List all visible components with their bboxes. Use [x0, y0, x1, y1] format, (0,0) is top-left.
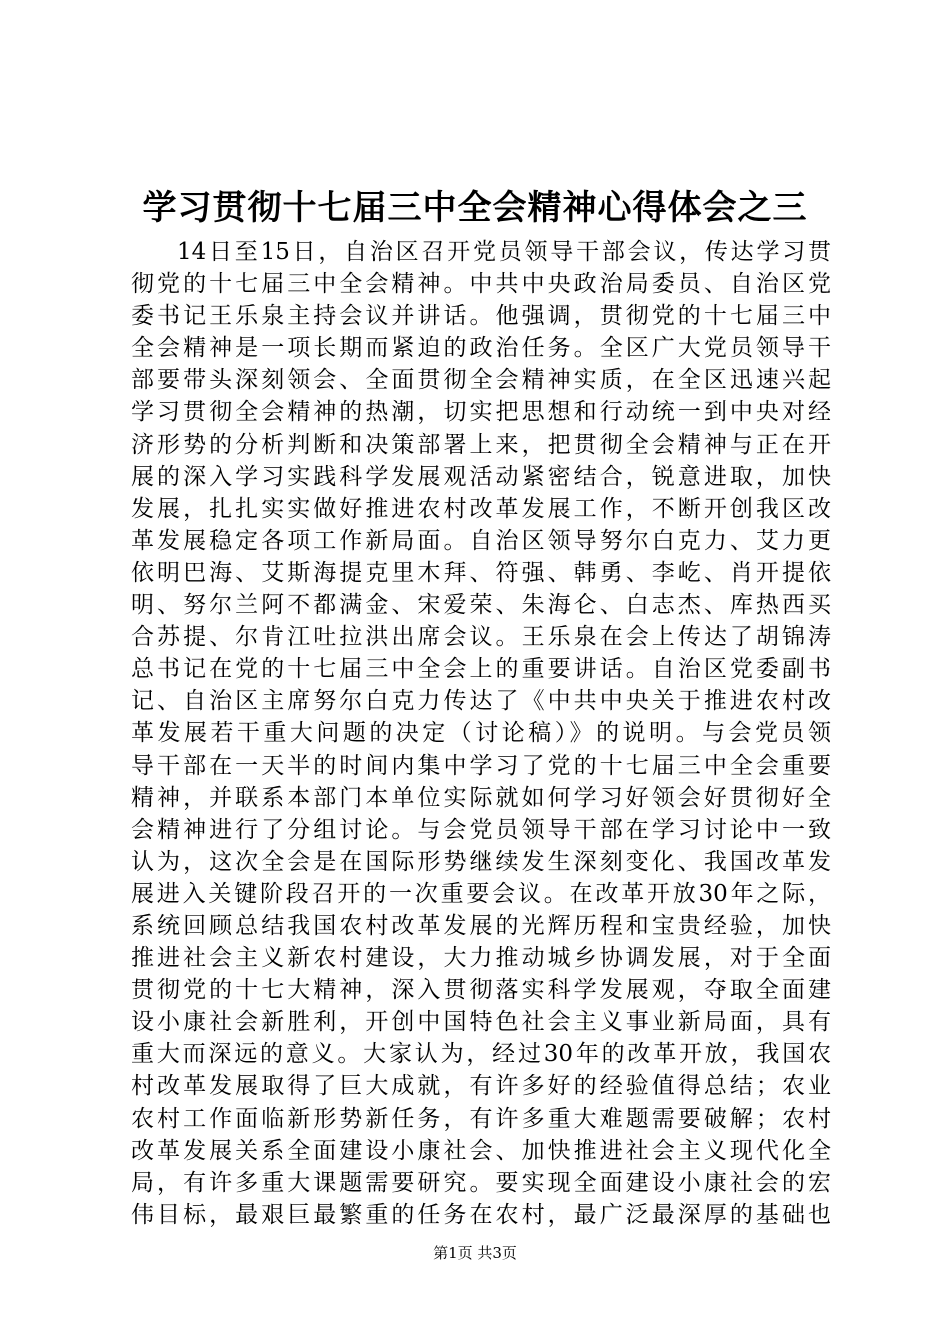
- body-text-line: 记、自治区主席努尔白克力传达了《中共中央关于推进农村改: [131, 688, 831, 715]
- body-text-line: 农村工作面临新形势新任务，有许多重大难题需要破解；农村: [131, 1105, 831, 1132]
- body-text-line: 彻党的十七届三中全会精神。中共中央政治局委员、自治区党: [131, 271, 831, 298]
- body-text-line: 委书记王乐泉主持会议并讲话。他强调，贯彻党的十七届三中: [131, 303, 831, 330]
- body-text-line: 明、努尔兰阿不都满金、宋爱荣、朱海仑、白志杰、库热西买: [131, 592, 831, 619]
- body-text-line: 展的深入学习实践科学发展观活动紧密结合，锐意进取，加快: [131, 463, 831, 490]
- body-text-line: 重大而深远的意义。大家认为，经过30年的改革开放，我国农: [131, 1041, 831, 1068]
- body-text-line: 系统回顾总结我国农村改革发展的光辉历程和宝贵经验，加快: [131, 912, 831, 939]
- body-text-line: 精神，并联系本部门本单位实际就如何学习好领会好贯彻好全: [131, 784, 831, 811]
- body-text-line: 村改革发展取得了巨大成就，有许多好的经验值得总结；农业: [131, 1073, 831, 1100]
- body-text-line: 革发展若干重大问题的决定（讨论稿）》的说明。与会党员领: [131, 720, 831, 747]
- page-footer: 第1页 共3页: [433, 1244, 517, 1262]
- document-title: 学习贯彻十七届三中全会精神心得体会之三: [142, 188, 808, 228]
- document-body: [131, 236, 831, 1231]
- body-text-line: 改革发展关系全面建设小康社会、加快推进社会主义现代化全: [131, 1137, 831, 1164]
- body-text-line: 合苏提、尔肯江吐拉洪出席会议。王乐泉在会上传达了胡锦涛: [131, 624, 831, 651]
- body-text-line: 导干部在一天半的时间内集中学习了党的十七届三中全会重要: [131, 752, 831, 779]
- body-text-line: 革发展稳定各项工作新局面。自治区领导努尔白克力、艾力更: [131, 527, 831, 554]
- body-text-line: 全会精神是一项长期而紧迫的政治任务。全区广大党员领导干: [131, 335, 831, 362]
- body-text-line: 会精神进行了分组讨论。与会党员领导干部在学习讨论中一致: [131, 816, 831, 843]
- body-text-line: 学习贯彻全会精神的热潮，切实把思想和行动统一到中央对经: [131, 399, 831, 426]
- body-text-line: 贯彻党的十七大精神，深入贯彻落实科学发展观，夺取全面建: [131, 977, 831, 1004]
- body-text-line: 部要带头深刻领会、全面贯彻全会精神实质，在全区迅速兴起: [131, 367, 831, 394]
- body-text-line: 14日至15日，自治区召开党员领导干部会议，传达学习贯: [177, 239, 831, 265]
- body-text-line: 局，有许多重大课题需要研究。要实现全面建设小康社会的宏: [131, 1169, 831, 1196]
- body-text-line: 依明巴海、艾斯海提克里木拜、符强、韩勇、李屹、肖开提依: [131, 559, 831, 586]
- body-text-line: 推进社会主义新农村建设，大力推动城乡协调发展，对于全面: [131, 945, 831, 972]
- body-text-line: 伟目标，最艰巨最繁重的任务在农村，最广泛最深厚的基础也: [131, 1201, 831, 1228]
- body-text-line: 展进入关键阶段召开的一次重要会议。在改革开放30年之际，: [131, 880, 831, 907]
- body-text-line: 认为，这次全会是在国际形势继续发生深刻变化、我国改革发: [131, 848, 831, 875]
- body-text-line: 济形势的分析判断和决策部署上来，把贯彻全会精神与正在开: [131, 431, 831, 458]
- body-text-line: 发展，扎扎实实做好推进农村改革发展工作，不断开创我区改: [131, 495, 831, 522]
- body-text-line: 总书记在党的十七届三中全会上的重要讲话。自治区党委副书: [131, 656, 831, 683]
- body-text-line: 设小康社会新胜利，开创中国特色社会主义事业新局面，具有: [131, 1009, 831, 1036]
